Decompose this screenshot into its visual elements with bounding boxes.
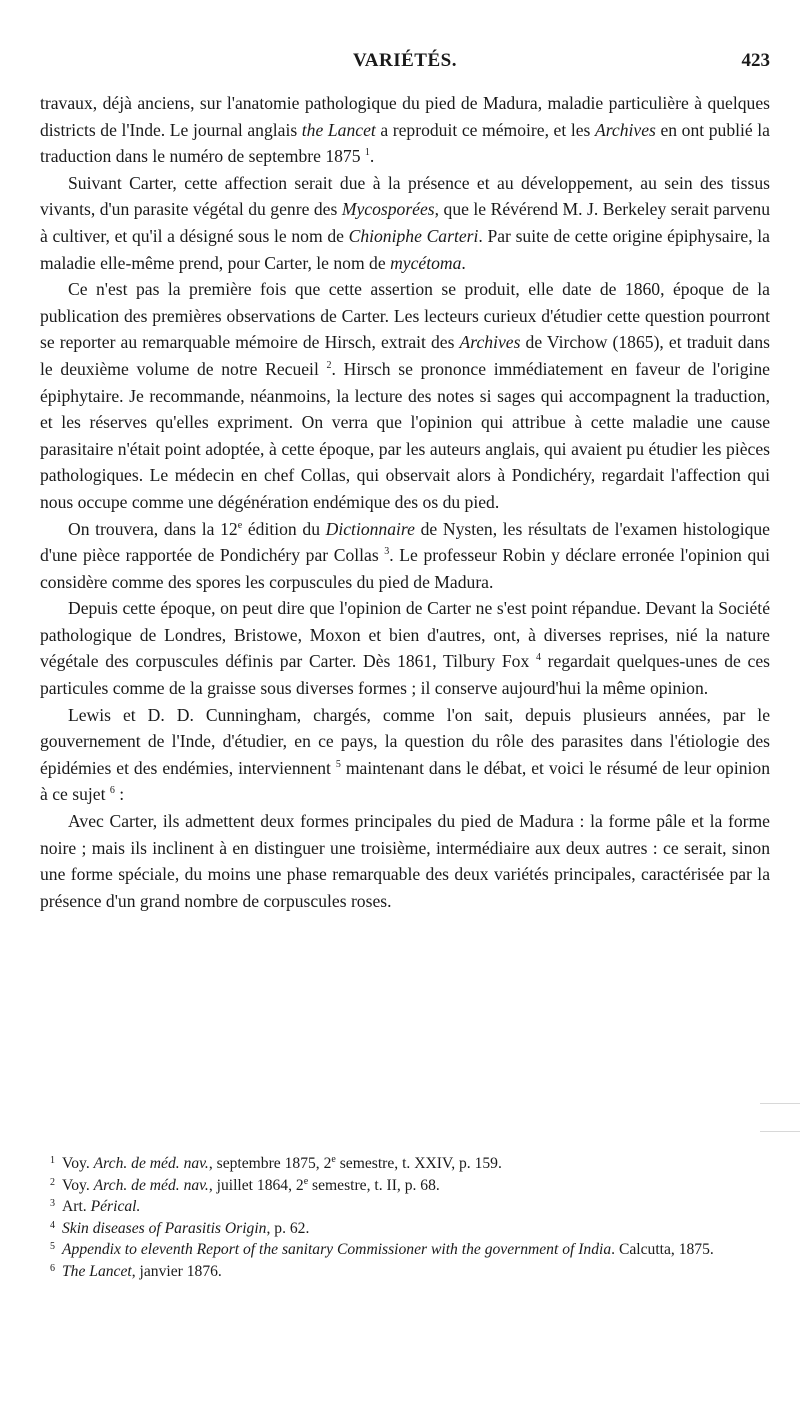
text-run: , p. 62. xyxy=(266,1219,310,1237)
text-run: , juillet 1864, 2 xyxy=(208,1176,304,1194)
footnote xyxy=(40,1175,770,1197)
paragraph xyxy=(40,516,770,596)
text-run: On trouvera, dans la 12 xyxy=(68,518,238,539)
footnote-reference: 6 xyxy=(109,785,115,797)
footnote-mark: 4 xyxy=(50,1219,55,1231)
paragraph xyxy=(40,702,770,808)
paragraph xyxy=(40,808,770,914)
body-text xyxy=(40,90,770,914)
text-run: édition du xyxy=(242,518,326,539)
paragraph xyxy=(40,170,770,276)
text-run: Avec Carter, ils admettent deux formes principales du pied de Madura : la forme pâle et la forme noire ; mais ils inclinent à en distinguer une troisième, intermédiaire aux deux autres : ce serait, sinon une forme spéciale, du moins une phase remarquable des deux variétés principales, caractérisée par la présence d'un grand nombre de corpuscules roses. xyxy=(40,811,770,911)
text-run: a reproduit ce mémoire, et les xyxy=(375,119,595,140)
footnote-reference: 3 xyxy=(384,546,390,558)
text-run: semestre, t. II, p. 68. xyxy=(308,1176,440,1194)
italic-text: Mycosporées xyxy=(341,199,435,220)
italic-text: Pérical. xyxy=(90,1198,141,1215)
italic-text: Archives xyxy=(459,332,521,353)
text-run: en ont publié la traduction dans le numéro de septembre 1875 xyxy=(40,119,770,167)
text-run: semestre, t. XXIV, p. 159. xyxy=(335,1155,502,1172)
paragraph xyxy=(40,276,770,515)
text-run: travaux, déjà anciens, sur l'anatomie pathologique du pied de Madura, maladie particulière à quelques districts de l'Inde. Le journal anglais xyxy=(40,93,770,140)
text-run: Suivant Carter, cette affection serait due à la présence et au développement, au sein des tissus vivants, d'un parasite végétal du genre des xyxy=(40,172,770,220)
text-run: . xyxy=(369,146,375,167)
italic-text: Arch. de méd. nav. xyxy=(93,1176,209,1194)
text-run: . Par suite de cette origine épiphysaire, la maladie elle-même prend, pour Carter, le nom de xyxy=(40,225,770,273)
footnote-mark: 3 xyxy=(50,1198,55,1209)
footnote-mark: 5 xyxy=(50,1241,55,1252)
text-run: Art. xyxy=(62,1198,91,1215)
italic-text: Arch. de méd. nav. xyxy=(93,1155,209,1172)
footnote xyxy=(40,1196,770,1218)
footnote xyxy=(40,1218,770,1240)
footnote-reference: 4 xyxy=(535,652,541,664)
footnote-reference: 2 xyxy=(326,360,332,372)
footnote-mark: 6 xyxy=(50,1262,55,1274)
text-run: , janvier 1876. xyxy=(131,1262,222,1280)
footnote-reference: e xyxy=(237,519,243,531)
text-run: de Virchow (1865), et traduit dans le deuxième volume de notre Recueil xyxy=(40,332,770,379)
italic-text: Dictionnaire xyxy=(325,518,415,539)
italic-text: the Lancet xyxy=(301,119,376,140)
text-run: regardait quelques-unes de ces particules comme de la graisse sous diverses formes ; il conserve aujourd'hui la même opinion. xyxy=(40,651,771,699)
text-run: : xyxy=(114,784,125,805)
footnote-mark: 1 xyxy=(50,1155,55,1166)
footnote xyxy=(40,1239,770,1261)
text-run: Voy. xyxy=(62,1155,94,1172)
running-title: VARIÉTÉS. xyxy=(353,50,457,71)
italic-text: Archives xyxy=(594,119,656,140)
paragraph xyxy=(40,595,770,701)
italic-text: Skin diseases of Parasitis Origin xyxy=(62,1219,267,1237)
italic-text: Chioniphe Carteri xyxy=(348,225,479,246)
footnotes xyxy=(40,1153,770,1282)
text-run: . Hirsch se prononce immédiatement en faveur de l'origine épiphytaire. Je recommande, néanmoins, la lecture des notes si sages qui accompagnent la traduction, et les réserves qu'elles expriment. On verra que l'opinion qui attribue à cette maladie une cause parasitaire n'était point adoptée, à cette époque, par les auteurs anglais, qui avaient pu étudier les pièces pathologiques. Le médecin en chef Collas, qui observait alors à Pondichéry, regardait l'affection qui nous occupe comme une dégénération endémique des os du pied. xyxy=(40,358,770,512)
text-run: . Calcutta, 1875. xyxy=(611,1241,714,1258)
footnote xyxy=(40,1261,770,1283)
footnote-reference: e xyxy=(331,1153,336,1165)
text-run: de Nysten, les résultats de l'examen histologique d'une pièce rapportée de Pondichéry par Collas xyxy=(40,518,770,566)
scan-artifact xyxy=(760,1103,800,1104)
text-run: , que le Révérend M. J. Berkeley serait parvenu à cultiver, et qu'il a désigné sous le nom de xyxy=(40,199,770,246)
paragraph xyxy=(40,90,770,170)
scan-artifact xyxy=(760,1131,800,1132)
footnote-mark: 2 xyxy=(50,1176,55,1188)
text-run: Ce n'est pas la première fois que cette assertion se produit, elle date de 1860, époque de la publication des premières observations de Carter. Les lecteurs curieux d'étudier cette question pourront se reporter au remarquable mémoire de Hirsch, extrait des xyxy=(40,279,770,353)
italic-text: The Lancet xyxy=(62,1262,132,1280)
text-run: , septembre 1875, 2 xyxy=(208,1155,332,1172)
text-run: maintenant dans le débat, et voici le résumé de leur opinion à ce sujet xyxy=(40,757,770,805)
italic-text: Appendix to eleventh Report of the sanitary Commissioner with the government of India xyxy=(62,1241,612,1258)
page-number: 423 xyxy=(741,50,770,71)
text-run: Depuis cette époque, on peut dire que l'opinion de Carter ne s'est point répandue. Devant la Société pathologique de Londres, Bristowe, Moxon et bien d'autres, ont, à diverses reprises, nié la nature végétale des corpuscules définis par Carter. Dès 1861, Tilbury Fox xyxy=(40,598,770,672)
text-run: . Le professeur Robin y déclare erronée l'opinion qui considère comme des spores les corpuscules du pied de Madura. xyxy=(40,545,770,592)
footnote-reference: 1 xyxy=(364,147,370,159)
footnote xyxy=(40,1153,770,1175)
text-run: Voy. xyxy=(62,1176,94,1194)
footnote-reference: e xyxy=(303,1175,309,1187)
page-header xyxy=(40,50,770,78)
footnote-reference: 5 xyxy=(335,758,341,770)
italic-text: mycétoma xyxy=(390,252,462,273)
text-run: . xyxy=(461,252,466,273)
text-run: Lewis et D. D. Cunningham, chargés, comme l'on sait, depuis plusieurs années, par le gouvernement de l'Inde, d'étudier, en ce pays, la question du rôle des parasites dans l'étiologie des épidémies et des endémies, interviennent xyxy=(40,704,770,778)
